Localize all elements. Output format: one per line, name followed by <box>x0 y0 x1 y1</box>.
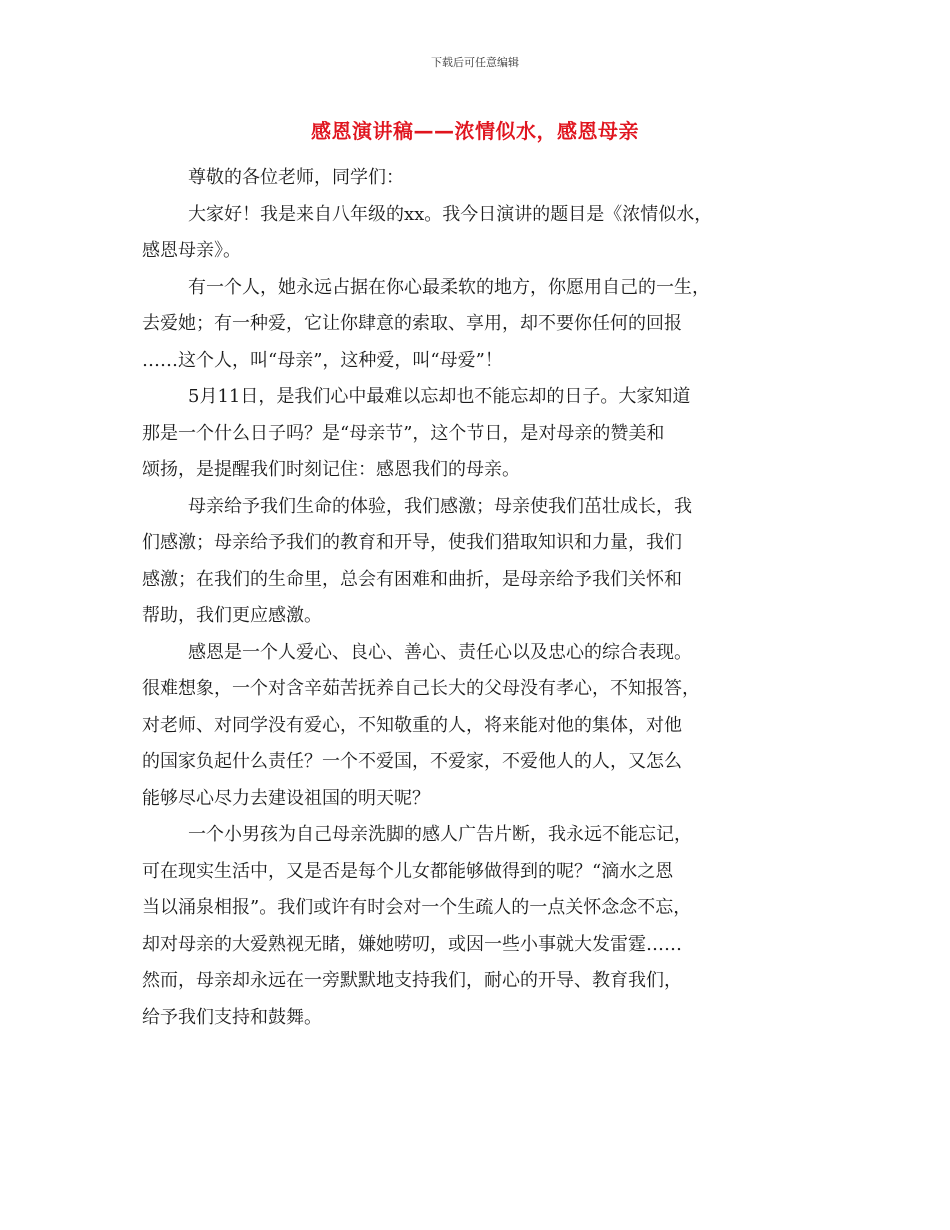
document-title: 感恩演讲稿——浓情似水，感恩母亲 <box>311 119 639 143</box>
text-line: 帮助，我们更应感激。 <box>142 605 322 626</box>
text-line: 颂扬，是提醒我们时刻记住：感恩我们的母亲。 <box>142 459 520 480</box>
text-line: 可在现实生活中，又是否是每个儿女都能够做得到的呢？“滴水之恩 <box>142 860 674 882</box>
text-line: 对老师、对同学没有爱心，不知敬重的人，将来能对他的集体，对他 <box>142 714 682 736</box>
text-line: 当以涌泉相报”。我们或许有时会对一个生疏人的一点关怀念念不忘， <box>142 897 692 918</box>
paragraph-greeting <box>142 160 810 197</box>
text-line: 一个小男孩为自己母亲洗脚的感人广告片断，我永远不能忘记， <box>188 824 692 845</box>
text-line: 给予我们支持和鼓舞。 <box>142 1006 322 1028</box>
paragraph-thankfulness <box>142 635 810 818</box>
text-line: 那是一个什么日子吗？是“母亲节”，这个节日，是对母亲的赞美和 <box>142 422 665 444</box>
text-line: 能够尽心尽力去建设祖国的明天呢？ <box>142 787 430 809</box>
paragraph-mother-love <box>142 270 810 380</box>
text-line: 有一个人，她永远占据在你心最柔软的地方，你愿用自己的一生， <box>188 276 710 298</box>
paragraph-intro <box>142 197 810 270</box>
text-line: 母亲给予我们生命的体验，我们感激；母亲使我们茁壮成长，我 <box>188 495 692 517</box>
text-line: 感恩母亲》。 <box>142 240 241 261</box>
text-line: 尊敬的各位老师，同学们： <box>188 167 404 188</box>
paragraph-gratitude <box>142 489 810 635</box>
header-note: 下载后可任意编辑 <box>431 56 519 69</box>
paragraph-little-boy <box>142 817 810 1036</box>
paragraph-mothers-day <box>142 379 810 489</box>
document-body <box>142 160 810 1036</box>
text-line: 大家好！我是来自八年级的xx。我今日演讲的题目是《浓情似水， <box>188 203 713 225</box>
text-line: 们感激；母亲给予我们的教育和开导，使我们猎取知识和力量，我们 <box>142 532 682 553</box>
text-line: ……这个人，叫“母亲”，这种爱，叫“母爱”！ <box>142 349 503 371</box>
text-line: 却对母亲的大爱熟视无睹，嫌她唠叨，或因一些小事就大发雷霆…… <box>142 933 682 955</box>
text-line: 去爱她；有一种爱，它让你肆意的索取、享用，却不要你任何的回报 <box>142 313 682 334</box>
text-line: 然而，母亲却永远在一旁默默地支持我们，耐心的开导、教育我们， <box>142 970 682 991</box>
text-line: 感恩是一个人爱心、良心、善心、责任心以及忠心的综合表现。 <box>188 641 692 663</box>
text-line: 感激；在我们的生命里，总会有困难和曲折，是母亲给予我们关怀和 <box>142 568 682 590</box>
text-line: 的国家负起什么责任？一个不爱国，不爱家，不爱他人的人，又怎么 <box>142 751 682 772</box>
text-line: 很难想象，一个对含辛茹苦抚养自己长大的父母没有孝心，不知报答， <box>142 678 700 699</box>
text-line: 5月11日，是我们心中最难以忘却也不能忘却的日子。大家知道 <box>188 386 691 407</box>
